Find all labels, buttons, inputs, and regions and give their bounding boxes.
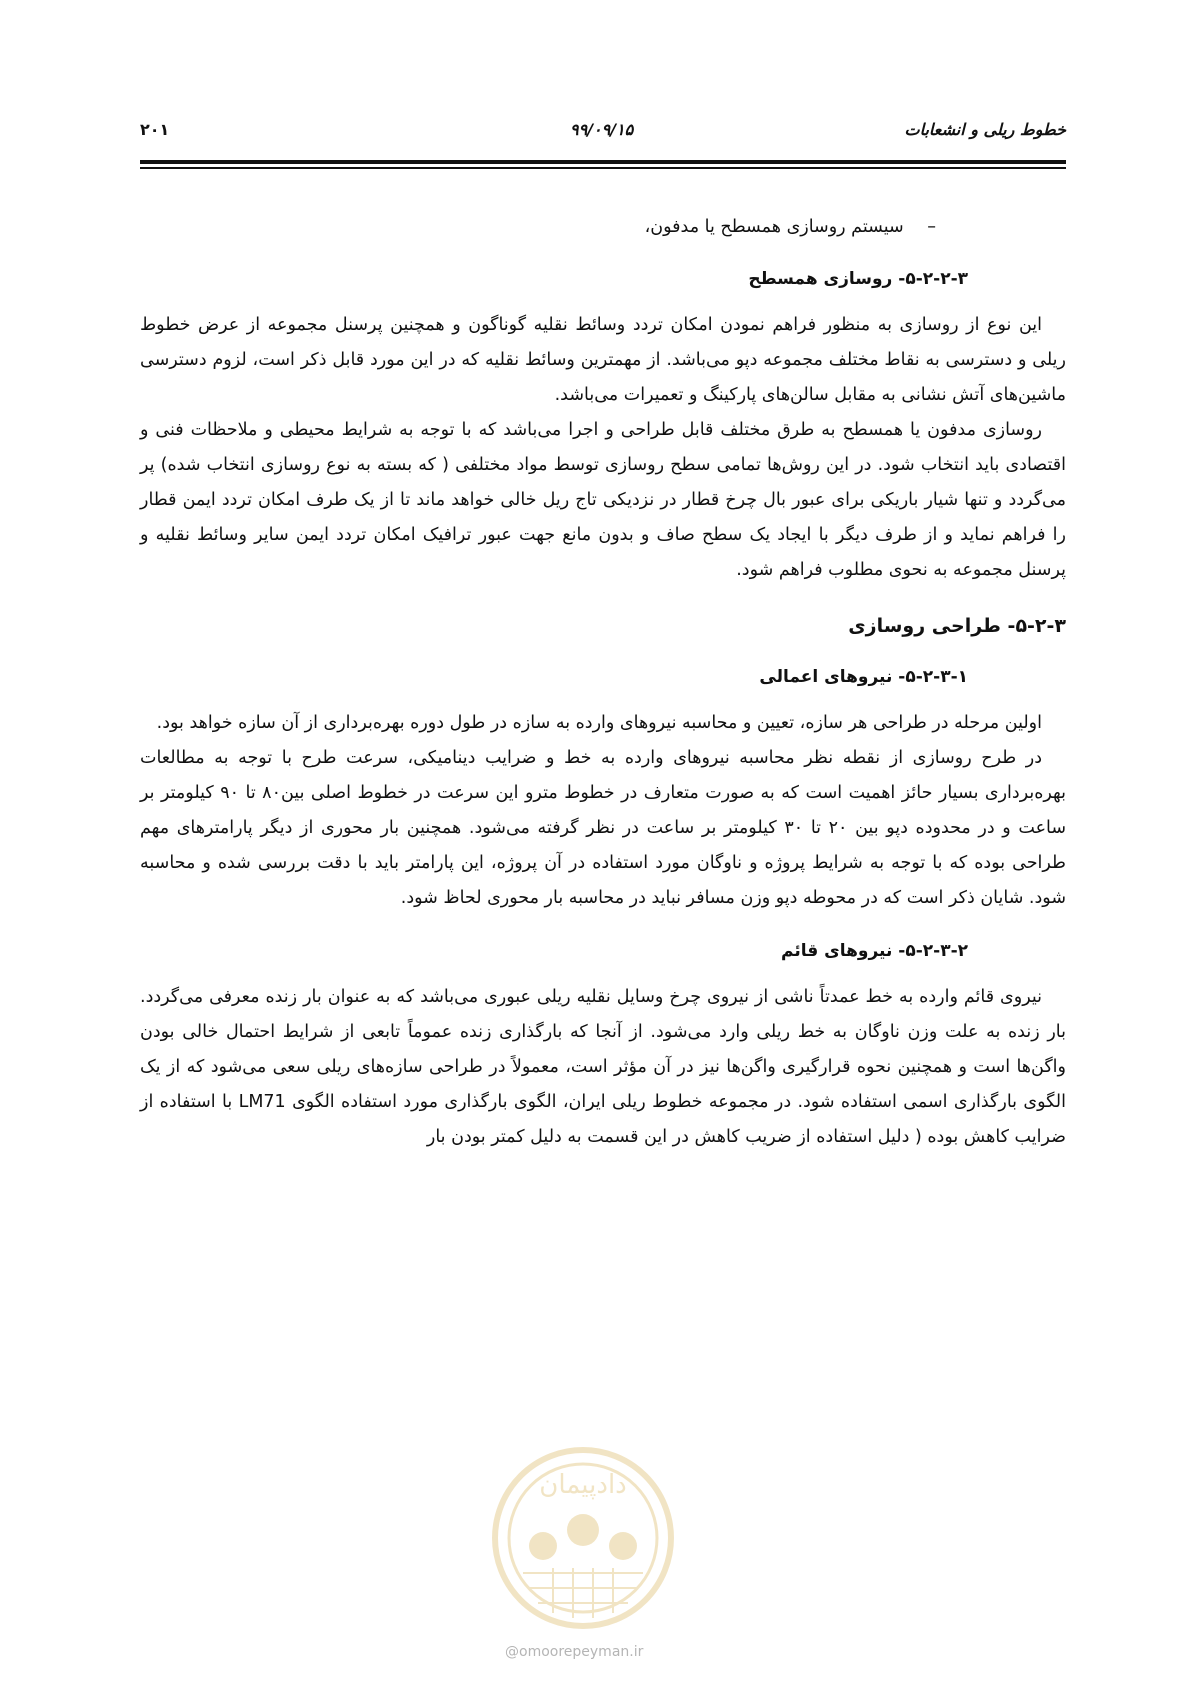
header-rule-thin (140, 167, 1066, 169)
paragraph: این نوع از روسازی به منظور فراهم نمودن امکان تردد وسائط نقلیه گوناگون و همچنین پرسنل مجموعه از عرض خطوط ریلی و دسترسی به نقاط مختلف مجموعه دپو می‌باشد. از مهمترین وسائط نقلیه که در این مورد قابل ذکر است، لزوم دسترسی ماشین‌های آتش نشانی به مقابل سالن‌های پارکینگ و تعمیرات می‌باشد. (140, 315, 1066, 405)
header-date: ۹۹/۰۹/۱۵ (570, 120, 634, 139)
page-header (140, 120, 1066, 144)
watermark-logo-text: دادپیمان (539, 1470, 627, 1500)
bullet-dash: – (927, 217, 936, 237)
heading-5-2-3-1: ۵-۲-۳-۱- نیروهای اعمالی (759, 667, 968, 687)
paragraph: در طرح روسازی از نقطه نظر محاسبه نیروهای وارده به خط و ضرایب دینامیکی، سرعت طرح با توجه به مطالعات بهره‌برداری بسیار حائز اهمیت است که به صورت متعارف در خطوط مترو این سرعت در خطوط اصلی بین۸۰ تا ۹۰ کیلومتر بر ساعت و در محدوده دپو بین ۲۰ تا ۳۰ کیلومتر بر ساعت در نظر گرفته می‌شود. همچنین بار محوری از دیگر پارامترهای مهم طراحی بوده که با توجه به شرایط پروژه و ناوگان مورد استفاده در آن پروژه، این پارامتر باید با دقت بررسی شده و محاسبه شود. شایان ذکر است که در محوطه دپو وزن مسافر نباید در محاسبه بار محوری لحاظ شود. (140, 748, 1067, 908)
heading-5-2-3-2: ۵-۲-۳-۲- نیروهای قائم (780, 941, 968, 961)
page-body (140, 212, 1066, 1155)
heading-5-2-3: ۵-۲-۳- طراحی روسازی (848, 615, 1066, 637)
header-rule-thick (140, 160, 1066, 164)
paragraph: روسازی مدفون یا همسطح به طرق مختلف قابل طراحی و اجرا می‌باشد که با توجه به شرایط محیطی و ملاحظات فنی و اقتصادی باید انتخاب شود. در این روش‌ها تمامی سطح روسازی توسط مواد مختلفی ( که بسته به نوع روسازی انتخاب شده) پر می‌گردد و تنها شیار باریکی برای عبور بال چرخ قطار در نزدیکی تاج ریل خالی خواهد ماند تا از یک طرف امکان تردد ایمن قطار را فراهم نماید و از طرف دیگر با ایجاد یک سطح صاف و بدون مانع جهت عبور ترافیک امکان تردد ایمن سایر وسائط نقلیه و پرسنل مجموعه به نحوی مطلوب فراهم شود. (140, 420, 1066, 580)
watermark-logo (483, 1438, 683, 1668)
bullet-item (140, 212, 1066, 242)
bullet-text: سیستم روسازی همسطح یا مدفون، (644, 217, 904, 237)
heading-5-2-2-3: ۵-۲-۲-۳- روسازی همسطح (748, 269, 968, 289)
paragraph: اولین مرحله در طراحی هر سازه، تعیین و محاسبه نیروهای وارده به سازه در طول دوره بهره‌برداری از آن سازه خواهد بود. (156, 713, 1042, 733)
running-title: خطوط ریلی و انشعابات (904, 120, 1066, 139)
page-number: ۲۰۱ (140, 120, 170, 139)
watermark-url: @omoorepeyman.ir (505, 1644, 644, 1660)
paragraph: نیروی قائم وارده به خط عمدتاً ناشی از نیروی چرخ وسایل نقلیه ریلی عبوری می‌باشد که به عنوان بار زنده معرفی می‌گردد. بار زنده به علت وزن ناوگان به خط ریلی وارد می‌شود. از آنجا که بارگذاری زنده عموماً تابعی از شرایط احتمال خالی بودن واگن‌ها است و همچنین نحوه قرارگیری واگن‌ها نیز در آن مؤثر است، معمولاً در طراحی سازه‌های ریلی سعی می‌شود که از یک الگوی بارگذاری اسمی استفاده شود. در مجموعه خطوط ریلی ایران، الگوی بارگذاری مورد استفاده الگوی LM71 با استفاده از ضرایب کاهش بوده ( دلیل استفاده از ضریب کاهش در این قسمت به دلیل کمتر بودن بار (140, 987, 1066, 1147)
